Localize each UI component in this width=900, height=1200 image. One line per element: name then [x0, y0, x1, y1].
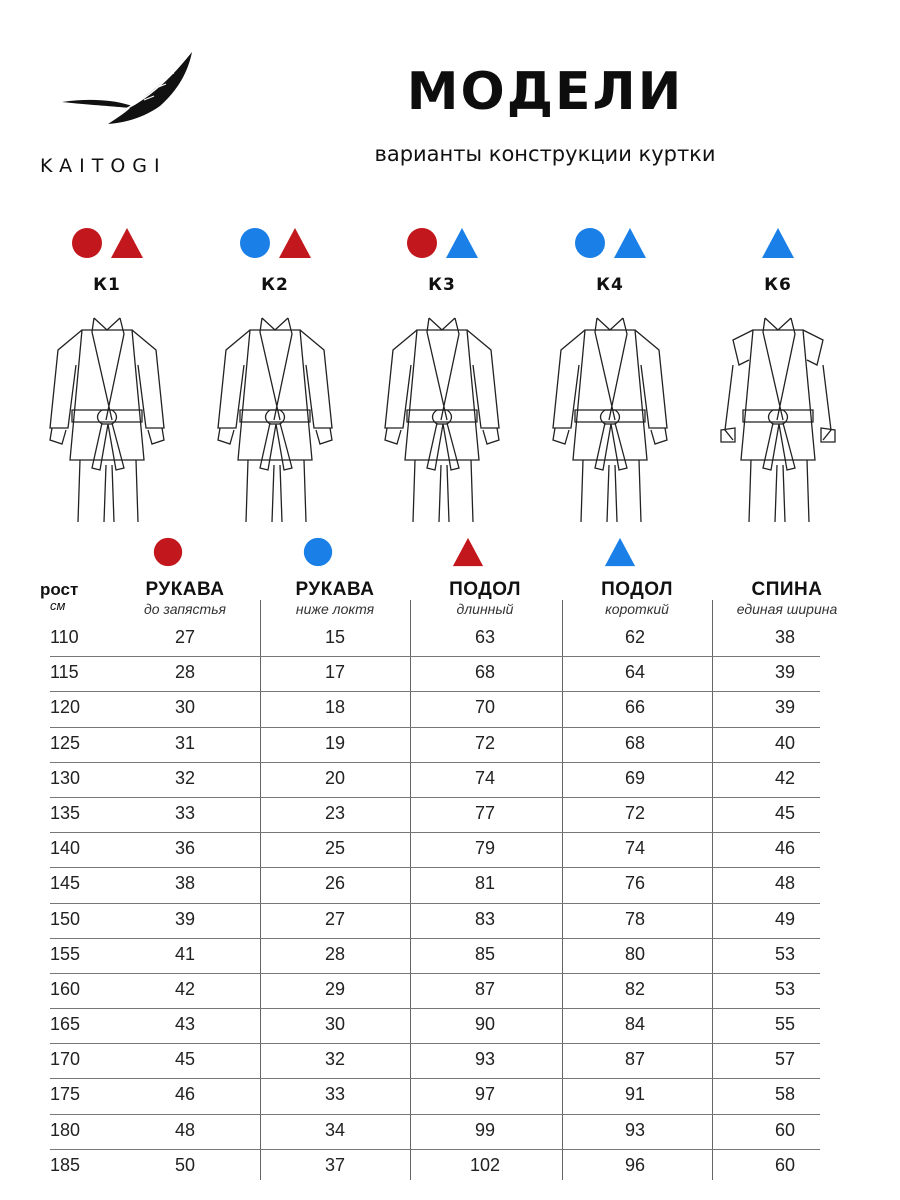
value-cell: 63 [474, 627, 496, 647]
jacket-illustration [535, 310, 685, 530]
blue-triangle-icon [760, 225, 796, 261]
height-cell: 125 [50, 732, 81, 753]
value-cell: 36 [174, 838, 196, 859]
column-subtitle: длинный [456, 601, 514, 617]
column-subtitle: до запястья [143, 601, 227, 617]
value-cell: 43 [174, 1014, 196, 1035]
blue-triangle-icon [444, 225, 480, 261]
value-cell: 40 [774, 732, 796, 753]
height-cell: 130 [50, 767, 81, 788]
value-cell: 45 [774, 802, 796, 823]
table-row [50, 622, 820, 657]
value-cell: 23 [324, 802, 346, 823]
value-cell: 46 [774, 838, 796, 859]
value-cell: 81 [474, 873, 496, 894]
height-cell: 110 [50, 627, 79, 647]
jacket-illustration [367, 310, 517, 530]
value-cell: 19 [324, 732, 346, 753]
value-cell: 49 [774, 908, 796, 929]
value-cell: 70 [474, 697, 496, 718]
value-cell: 28 [174, 662, 196, 683]
height-cell: 150 [50, 908, 81, 929]
value-cell: 33 [324, 1084, 346, 1105]
red-circle-icon [404, 225, 440, 261]
value-cell: 72 [474, 732, 496, 753]
height-cell: 175 [50, 1084, 81, 1105]
table-row [50, 1115, 820, 1150]
height-unit: см [50, 598, 66, 613]
value-cell: 29 [324, 978, 346, 999]
value-cell: 85 [474, 943, 496, 964]
column-subtitle: ниже локтя [295, 601, 375, 617]
value-cell: 32 [174, 767, 196, 788]
height-cell: 165 [50, 1014, 81, 1035]
table-row [50, 1044, 820, 1079]
model-card [200, 225, 350, 535]
table-row [50, 1079, 820, 1114]
value-cell: 20 [324, 767, 346, 788]
height-cell: 120 [50, 697, 81, 718]
table-row [50, 868, 820, 903]
column-header [410, 535, 560, 625]
value-cell: 78 [624, 908, 646, 929]
blue-triangle-icon [603, 535, 637, 569]
height-cell: 135 [50, 802, 81, 823]
value-cell: 55 [774, 1014, 796, 1035]
height-cell: 185 [50, 1154, 81, 1175]
table-row [50, 974, 820, 1009]
value-cell: 32 [324, 1049, 346, 1070]
value-cell: 27 [174, 627, 196, 647]
value-cell: 26 [324, 873, 346, 894]
value-cell: 48 [174, 1119, 196, 1140]
value-cell: 82 [624, 978, 646, 999]
feather-icon [60, 50, 200, 130]
value-cell: 60 [774, 1119, 796, 1140]
table-row [50, 1009, 820, 1044]
jacket-illustration [200, 310, 350, 530]
page-subtitle: варианты конструкции куртки [374, 142, 716, 166]
column-header [110, 535, 260, 625]
value-cell: 53 [774, 943, 796, 964]
value-cell: 33 [174, 802, 196, 823]
value-cell: 17 [324, 662, 346, 683]
column-header [562, 535, 712, 625]
table-row [50, 728, 820, 763]
model-marks [367, 225, 517, 261]
height-label: рост [40, 580, 79, 599]
model-name: К4 [596, 275, 624, 295]
table-row [50, 904, 820, 939]
model-marks [535, 225, 685, 261]
brand-name: KAITOGI [40, 155, 167, 177]
value-cell: 34 [324, 1119, 346, 1140]
value-cell: 87 [474, 978, 496, 999]
value-cell: 39 [774, 662, 796, 683]
value-cell: 18 [324, 697, 346, 718]
value-cell: 45 [174, 1049, 196, 1070]
value-cell: 53 [774, 978, 796, 999]
value-cell: 93 [624, 1119, 646, 1140]
table-row [50, 939, 820, 974]
model-marks [200, 225, 350, 261]
value-cell: 30 [174, 697, 196, 718]
height-cell: 145 [50, 873, 81, 894]
value-cell: 77 [474, 802, 496, 823]
jacket-illustration [32, 310, 182, 530]
value-cell: 87 [624, 1049, 646, 1070]
column-title: РУКАВА [145, 579, 225, 600]
value-cell: 68 [474, 662, 496, 683]
value-cell: 30 [324, 1014, 346, 1035]
column-title: ПОДОЛ [601, 579, 673, 600]
table-row [50, 763, 820, 798]
value-cell: 72 [624, 802, 646, 823]
table-row [50, 1150, 820, 1184]
value-cell: 96 [624, 1154, 646, 1175]
value-cell: 50 [174, 1154, 196, 1175]
sleeveless-jacket-illustration [703, 310, 853, 530]
value-cell: 102 [469, 1154, 501, 1175]
value-cell: 25 [324, 838, 346, 859]
value-cell: 28 [324, 943, 346, 964]
model-card [32, 225, 182, 535]
value-cell: 69 [624, 767, 646, 788]
model-name: К2 [261, 275, 289, 295]
red-triangle-icon [277, 225, 313, 261]
value-cell: 91 [624, 1084, 646, 1105]
height-cell: 170 [50, 1049, 81, 1070]
value-cell: 57 [774, 1049, 796, 1070]
value-cell: 83 [474, 908, 496, 929]
size-table [50, 622, 820, 1184]
value-cell: 42 [174, 978, 196, 999]
blue-circle-icon [237, 225, 273, 261]
value-cell: 27 [324, 908, 346, 929]
value-cell: 46 [174, 1084, 196, 1105]
value-cell: 68 [624, 732, 646, 753]
value-cell: 48 [774, 873, 796, 894]
column-title: ПОДОЛ [449, 579, 521, 600]
model-name: К6 [764, 275, 792, 295]
height-column-header [40, 580, 102, 613]
blue-circle-icon [572, 225, 608, 261]
red-circle-icon [69, 225, 105, 261]
value-cell: 97 [474, 1084, 496, 1105]
value-cell: 64 [624, 662, 646, 683]
value-cell: 74 [624, 838, 646, 859]
column-header [260, 535, 410, 625]
value-cell: 62 [624, 627, 646, 647]
value-cell: 99 [474, 1119, 496, 1140]
model-card [367, 225, 517, 535]
value-cell: 93 [474, 1049, 496, 1070]
table-row [50, 833, 820, 868]
value-cell: 38 [774, 627, 796, 647]
value-cell: 31 [174, 732, 196, 753]
column-subtitle: единая ширина [736, 601, 838, 617]
model-card [535, 225, 685, 535]
column-title: РУКАВА [295, 579, 375, 600]
value-cell: 66 [624, 697, 646, 718]
value-cell: 15 [324, 627, 346, 647]
table-row [50, 692, 820, 727]
value-cell: 58 [774, 1084, 796, 1105]
model-name: К1 [93, 275, 121, 295]
height-cell: 160 [50, 978, 81, 999]
column-title: СПИНА [751, 579, 823, 600]
height-cell: 140 [50, 838, 81, 859]
value-cell: 80 [624, 943, 646, 964]
value-cell: 41 [174, 943, 196, 964]
height-cell: 115 [50, 662, 79, 683]
red-triangle-icon [451, 535, 485, 569]
value-cell: 90 [474, 1014, 496, 1035]
column-header [712, 535, 862, 625]
value-cell: 60 [774, 1154, 796, 1175]
brand-logo [40, 50, 210, 180]
model-marks [32, 225, 182, 261]
value-cell: 76 [624, 873, 646, 894]
value-cell: 38 [174, 873, 196, 894]
value-cell: 79 [474, 838, 496, 859]
value-cell: 39 [174, 908, 196, 929]
table-row [50, 798, 820, 833]
model-marks [703, 225, 853, 261]
model-name: К3 [428, 275, 456, 295]
value-cell: 74 [474, 767, 496, 788]
red-triangle-icon [109, 225, 145, 261]
table-row [50, 657, 820, 692]
model-card [703, 225, 853, 535]
column-subtitle: короткий [605, 601, 669, 617]
value-cell: 84 [624, 1014, 646, 1035]
height-cell: 180 [50, 1119, 81, 1140]
height-cell: 155 [50, 943, 81, 964]
value-cell: 42 [774, 767, 796, 788]
value-cell: 39 [774, 697, 796, 718]
blue-triangle-icon [612, 225, 648, 261]
value-cell: 37 [324, 1154, 346, 1175]
red-circle-icon [151, 535, 185, 569]
blue-circle-icon [301, 535, 335, 569]
page-title: МОДЕЛИ [406, 62, 684, 122]
